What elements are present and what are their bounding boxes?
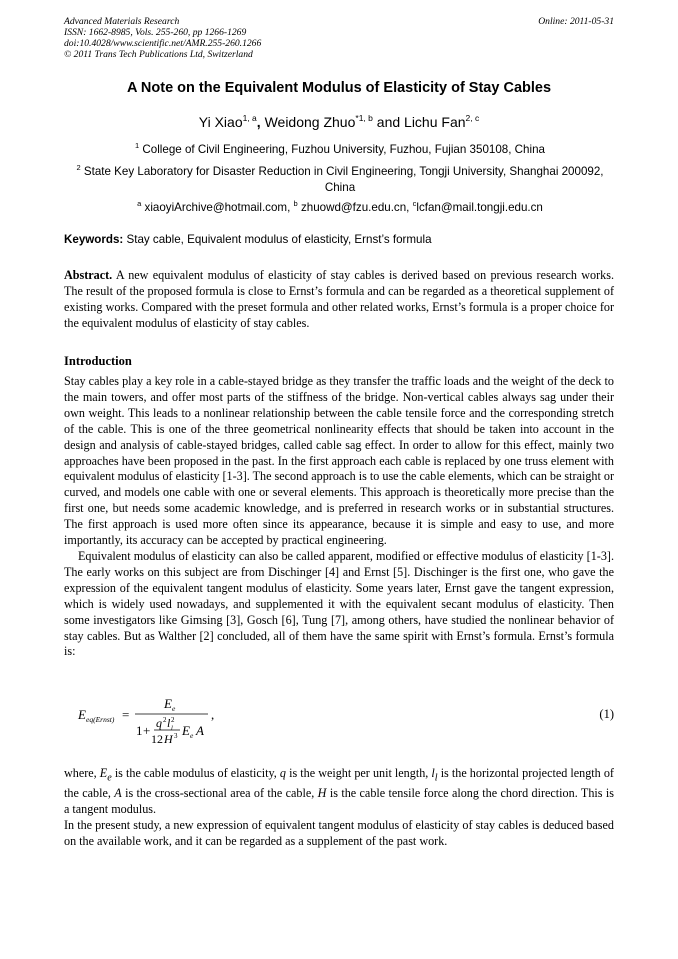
eq-den-exp3: 3: [174, 732, 178, 740]
email-sup: b: [293, 199, 298, 208]
eq-den-exp2: 2: [163, 716, 167, 724]
symbol-l: l: [431, 766, 435, 780]
equation-1: [78, 697, 614, 753]
author-name: Lichu Fan: [404, 114, 466, 130]
affiliation-sup: 1: [135, 141, 140, 150]
journal-name: Advanced Materials Research: [64, 16, 180, 27]
author-list: Yi Xiao$^{1, a}$, Weidong Zhuo$^{*1, b}$ and Lichu Fan$^{2, c}$: [198, 113, 480, 130]
symbol-sub: l: [434, 772, 438, 784]
email-line: [70, 196, 610, 216]
text-run: is the weight per unit length,: [289, 766, 429, 780]
affiliation-sup: 2: [76, 163, 81, 172]
text-run: is the cable modulus of elasticity,: [114, 766, 277, 780]
doi-line: doi:10.4028/www.scientific.net/AMR.255-260.1266: [64, 38, 262, 49]
symbol-A: A: [114, 786, 122, 801]
where-paragraph: [64, 766, 614, 818]
section-heading-introduction: Introduction: [64, 354, 132, 368]
affiliation-2: [70, 160, 610, 196]
text-run: is the cross-sectional area of the cable,: [125, 786, 315, 801]
email-sup: c: [412, 199, 417, 208]
eq-comma: ,: [211, 707, 215, 722]
keywords-label: Keywords:: [64, 233, 124, 246]
author-name: Yi Xiao: [198, 114, 243, 130]
eq-den-12: 12: [151, 732, 163, 746]
symbol-H: H: [317, 786, 327, 801]
eq-den-l: l: [167, 716, 171, 730]
author-sup: 2, c: [465, 113, 480, 123]
affiliation-1: [70, 138, 610, 158]
copyright-line: © 2011 Trans Tech Publications Ltd, Switzerland: [64, 49, 253, 60]
keywords-text: Stay cable, Equivalent modulus of elasticity, Ernst’s formula: [126, 233, 432, 246]
equation-explanation: [64, 766, 614, 850]
email-link[interactable]: zhuowd@fzu.edu.cn,: [300, 201, 410, 214]
text-run: where,: [64, 766, 97, 780]
author-sup: 1, a: [242, 113, 257, 123]
eq-num-sub: e: [172, 704, 176, 713]
paragraph: In the present study, a new expression of equivalent tangent modulus of elasticity of stay cables is deduced based on the available work, and it can be regarded as a supplement of the past work.: [64, 818, 614, 849]
paragraph: Equivalent modulus of elasticity can also be called apparent, modified or effective modulus of elasticity [1-3]. The early works on this subject are from Dischinger [4] and Ernst [5]. Dischinger is the first one, who gave the expression of the equivalent tangent modulus of elasticity. Some years later, Ernst gave the tangent expression, which is widely used nowadays, and supplemented it with the equivalent secant modulus of elasticity. Then some investigators like Gimsing [3], Gosch [6], Tung [7], among others, have studied the nonlinear behavior of stay cables. But as Walther [2] concluded, all of them have the same spirit with Ernst’s formula. Ernst’s formula is:: [64, 548, 614, 659]
symbol-sub: e: [107, 772, 112, 784]
eq-equals: =: [122, 707, 130, 722]
paper-title: A Note on the Equivalent Modulus of Elasticity of Stay Cables: [126, 80, 552, 96]
eq-den-lsub: l: [171, 725, 173, 732]
text-run: is the cable tensile force along the chord direction. This is a tangent modulus.: [64, 786, 614, 817]
eq-num-E: E: [164, 696, 172, 711]
equation-graphic: [78, 697, 258, 753]
eq-den-A: A: [196, 723, 204, 738]
symbol-q: q: [279, 766, 286, 780]
abstract: [64, 268, 614, 332]
email-link[interactable]: xiaoyiArchive@hotmail.com,: [144, 201, 291, 214]
affiliation-text: College of Civil Engineering, Fuzhou University, Fuzhou, Fujian 350108, China: [142, 143, 545, 156]
paragraph: Stay cables play a key role in a cable-stayed bridge as they transfer the traffic loads and the weight of the deck to the main towers, and offer most parts of the stiffness of the bridge. Non-vertical cables always sag under their own weight. This leads to a nonlinear relationship between the cable tensile force and the corresponding stretch of the cable. This is one of the three geometrical nonlinearity effects that should be taken into account in the design and analysis of cable-stayed bridges, called cable sag effect. In order to allow for this effect, mainly two approaches have been proposed in the past. In the first approach each cable is replaced by one truss element with equivalent modulus of elasticity [1-3]. The second approach is to use the cable elements, which can be straight or curved, and models one cable with one or several elements. This approach is theoretically more precise than the first one, but needs some academic knowledge, and is preferred in research works or in substantial structures. The first approach is used more often since its appearance, because it is simple and easy to use, and more importantly, its accuracy can be accepted by practical engineering.: [64, 374, 614, 548]
text-run: is the horizontal projected length of the cable,: [64, 766, 614, 801]
online-date: Online: 2011-05-31: [538, 16, 614, 27]
author-name: Weidong Zhuo: [264, 114, 356, 130]
eq-den-H: H: [164, 732, 173, 746]
journal-header: [64, 16, 261, 60]
author-sup: *1, b: [355, 113, 373, 123]
eq-lhs-sub: eq(Ernst): [86, 715, 115, 724]
eq-den-E: E: [182, 723, 190, 738]
eq-den-plus: +: [143, 723, 151, 738]
equation-number: (1): [599, 707, 614, 721]
eq-den-one: 1: [136, 723, 143, 738]
symbol-E: E: [99, 766, 108, 780]
eq-den-q: q: [156, 716, 162, 730]
email-link[interactable]: lcfan@mail.tongji.edu.cn: [416, 201, 543, 214]
affiliation-text: State Key Laboratory for Disaster Reduction in Civil Engineering, Tongji University, Shanghai 200092, China: [83, 165, 604, 194]
abstract-label: Abstract.: [64, 268, 113, 282]
keywords: [64, 233, 432, 246]
eq-den-lexp: 2: [171, 716, 175, 724]
email-sup: a: [137, 199, 142, 208]
issn-line: ISSN: 1662-8985, Vols. 255-260, pp 1266-1269: [64, 27, 247, 38]
author-and: and: [376, 114, 401, 130]
eq-den-Esub: e: [190, 731, 194, 740]
introduction-body: [64, 374, 614, 660]
abstract-text: A new equivalent modulus of elasticity of stay cables is derived based on previous research works. The result of the proposed formula is close to Ernst’s formula and can be regarded as a theoretical supplement of existing works. Compared with the preset formula and other related works, Ernst’s formula is a proper choice for the equivalent modulus of elasticity of stay cables.: [64, 268, 614, 330]
eq-lhs-E: E: [78, 707, 86, 722]
